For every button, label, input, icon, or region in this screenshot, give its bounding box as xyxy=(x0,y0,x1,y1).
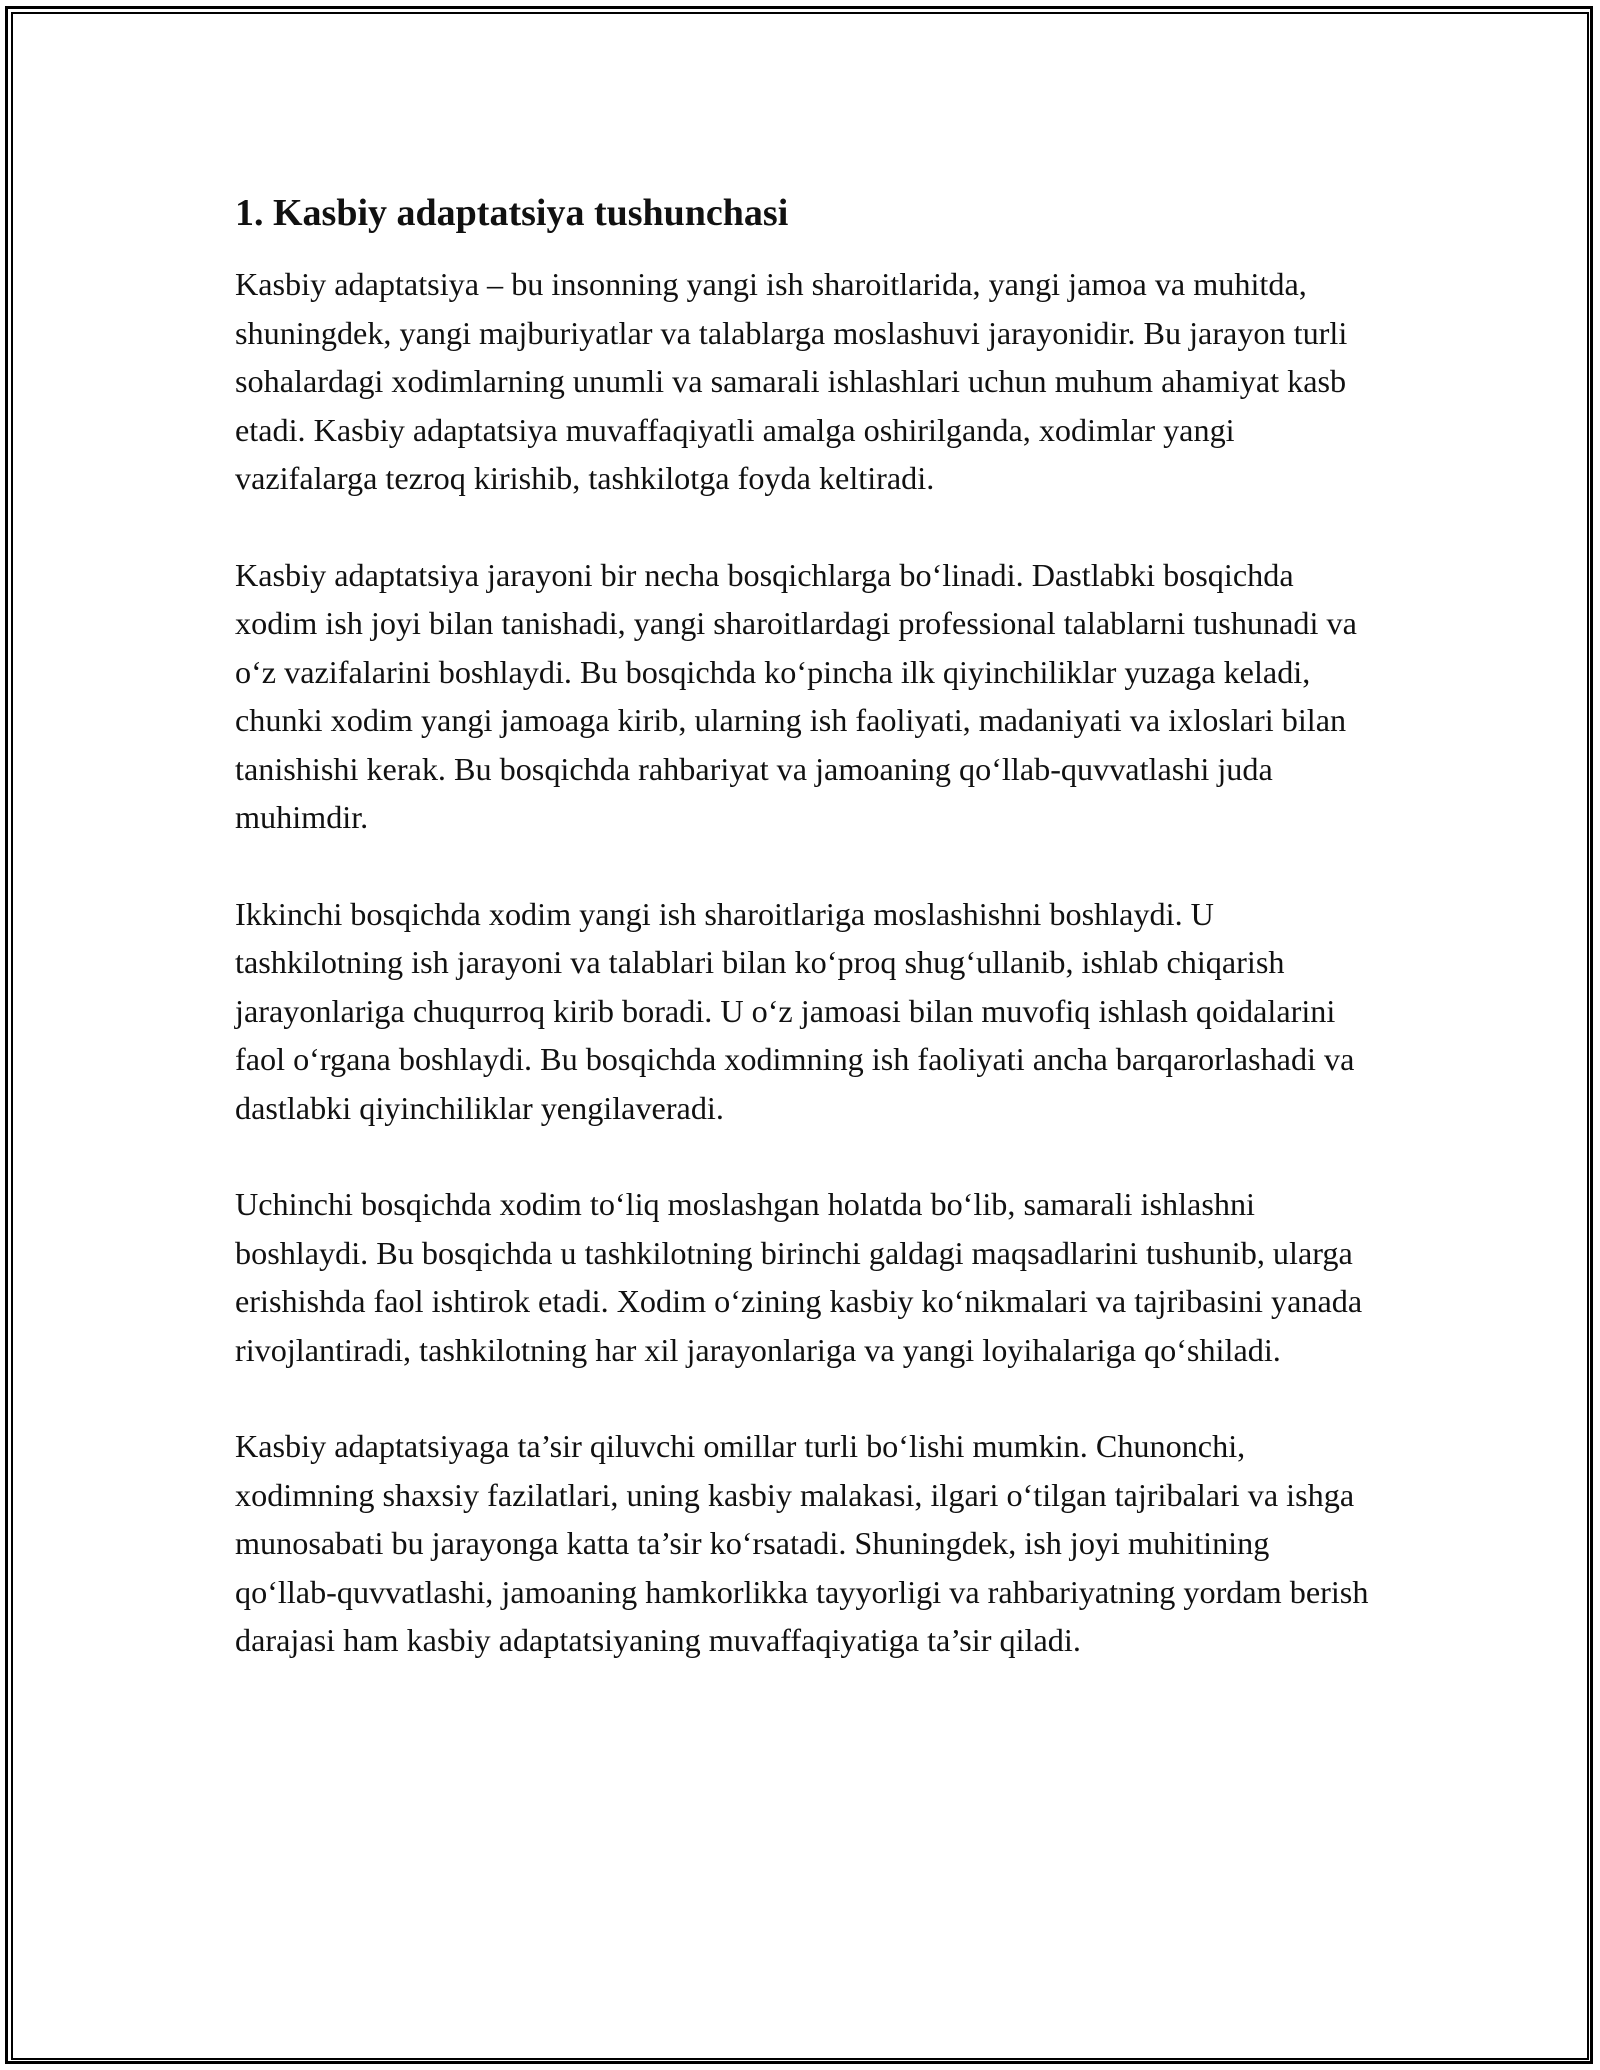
section-heading: 1. Kasbiy adaptatsiya tushunchasi xyxy=(235,192,789,234)
paragraph-second-stage: Ikkinchi bosqichda xodim yangi ish sharoitlariga moslashishni boshlaydi. U tashkilotning ish jarayoni va talablari bilan koʻproq shugʻullanib, ishlab chiqarish jarayonlariga chuqurroq kirib boradi. U oʻz jamoasi bilan muvofiq ishlash qoidalarini faol oʻrgana boshlaydi. Bu bosqichda xodimning ish faoliyati ancha barqarorlashadi va dastlabki qiyinchiliklar yengilaveradi. xyxy=(235,895,1355,1126)
paragraph-third-stage: Uchinchi bosqichda xodim toʻliq moslashgan holatda boʻlib, samarali ishlashni boshlaydi. Bu bosqichda u tashkilotning birinchi galdagi maqsadlarini tushunib, ularga erishishda faol ishtirok etadi. Xodim oʻzining kasbiy koʻnikmalari va tajribasini yanada rivojlantiradi, tashkilotning har xil jarayonlariga va yangi loyihalariga qoʻshiladi. xyxy=(235,1186,1363,1368)
paragraph-definition: Kasbiy adaptatsiya – bu insonning yangi ish sharoitlarida, yangi jamoa va muhitda, shuningdek, yangi majburiyatlar va talablarga moslashuvi jarayonidir. Bu jarayon turli sohalardagi xodimlarning unumli va samarali ishlashlari uchun muhum ahamiyat kasb etadi. Kasbiy adaptatsiya muvaffaqiyatli amalga oshirilganda, xodimlar yangi vazifalarga tezroq kirishib, tashkilotga foyda keltiradi. xyxy=(235,266,1348,496)
paragraph-factors: Kasbiy adaptatsiyaga ta’sir qiluvchi omillar turli boʻlishi mumkin. Chunonchi, xodimning shaxsiy fazilatlari, uning kasbiy malakasi, ilgari oʻtilgan tajribalari va ishga munosabati bu jarayonga katta ta’sir koʻrsatadi. Shuningdek, ish joyi muhitining qoʻllab-quvvatlashi, jamoaning hamkorlikka tayyorligi va rahbariyatning yordam berish darajasi ham kasbiy adaptatsiyaning muvaffaqiyatiga ta’sir qiladi. xyxy=(235,1428,1369,1658)
document-body xyxy=(235,182,1370,1713)
paragraph-stages-intro: Kasbiy adaptatsiya jarayoni bir necha bosqichlarga boʻlinadi. Dastlabki bosqichda xodim ish joyi bilan tanishadi, yangi sharoitlardagi professional talablarni tushunadi va oʻz vazifalarini boshlaydi. Bu bosqichda koʻpincha ilk qiyinchiliklar yuzaga keladi, chunki xodim yangi jamoaga kirib, ularning ish faoliyati, madaniyati va ixloslari bilan tanishishi kerak. Bu bosqichda rahbariyat va jamoaning qoʻllab-quvvatlashi juda muhimdir. xyxy=(235,556,1357,835)
